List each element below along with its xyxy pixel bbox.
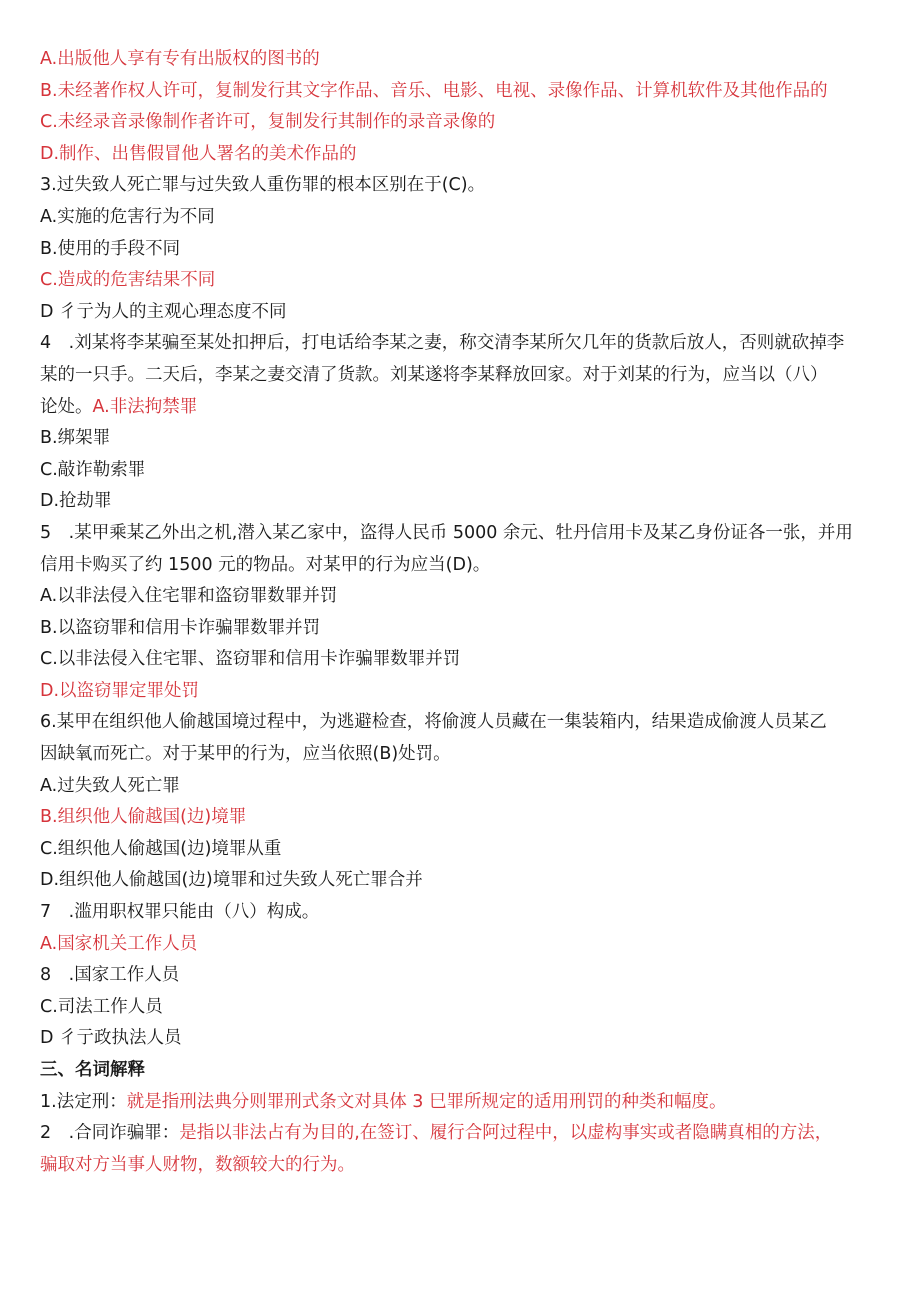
q3-option-d: D 彳亍为人的主观心理态度不同 (40, 301, 287, 322)
q2-option-b: B.未经著作权人许可，复制发行其文字作品、音乐、电影、电视、录像作品、计算机软件及其他作品的 (40, 80, 828, 101)
term-2-label: 2 .合同诈骗罪： (40, 1123, 180, 1144)
q7-option-d: D 彳亍政执法人员 (40, 1028, 182, 1049)
q5-option-b: B.以盗窃罪和信用卡诈骗罪数罪并罚 (40, 617, 321, 638)
q3-option-c: C.造成的危害结果不同 (40, 270, 216, 291)
q3-option-b: B.使用的手段不同 (40, 238, 181, 259)
term-2-line-1 (40, 1118, 890, 1150)
q4-option-b: B.绑架罪 (40, 428, 111, 449)
q6-option-d: D.组织他人偷越国(边)境罪和过失致人死亡罪合并 (40, 870, 423, 891)
term-1 (40, 1087, 890, 1119)
q7-option-c: C.司法工作人员 (40, 996, 163, 1017)
q6-stem-line-1: 6.某甲在组织他人偷越国境过程中，为逃避检查，将偷渡人员藏在一集装箱内，结果造成偷渡人员某乙 (40, 712, 827, 733)
q4-stem-line-1: 4 .刘某将李某骗至某处扣押后，打电话给李某之妻，称交清李某所欠几年的货款后放人，否则就砍掉李 (40, 333, 845, 354)
q4-option-c: C.敲诈勒索罪 (40, 459, 146, 480)
q6-option-c: C.组织他人偷越国(边)境罪从重 (40, 838, 282, 859)
term-2-definition-part-2: 骗取对方当事人财物，数额较大的行为。 (40, 1154, 355, 1175)
q4-stem-tail: 论处。 (40, 396, 93, 417)
q4-option-d: D.抢劫罪 (40, 491, 112, 512)
q6-stem-line-2: 因缺氧而死亡。对于某甲的行为，应当依照(B)处罚。 (40, 744, 451, 765)
q3-stem: 3.过失致人死亡罪与过失致人重伤罪的根本区别在于(C)。 (40, 175, 486, 196)
q6-option-a: A.过失致人死亡罪 (40, 775, 180, 796)
q3-option-a: A.实施的危害行为不同 (40, 206, 215, 227)
q2-option-d: D.制作、出售假冒他人署名的美术作品的 (40, 143, 357, 164)
q5-stem-line-1: 5 .某甲乘某乙外出之机,潜入某乙家中，盗得人民币 5000 余元、牡丹信用卡及某乙身份证各一张，并用 (40, 522, 853, 543)
q7-option-b: 8 .国家工作人员 (40, 965, 180, 986)
q4-stem-line-3 (40, 392, 890, 424)
q5-option-d: D.以盗窃罪定罪处罚 (40, 680, 200, 701)
term-2-definition-part-1: 是指以非法占有为目的,在签订、履行合阿过程中，以虚构事实或者隐瞒真相的方法， (179, 1123, 833, 1144)
q7-option-a: A.国家机关工作人员 (40, 933, 198, 954)
q7-stem: 7 .滥用职权罪只能由（八）构成。 (40, 902, 320, 923)
term-1-label: 1.法定刑： (40, 1091, 127, 1112)
q4-stem-line-2: 某的一只手。二天后，李某之妻交清了货款。刘某遂将李某释放回家。对于刘某的行为，应当以（八） (40, 364, 828, 385)
document-page (40, 44, 890, 1181)
q4-option-a: A.非法拘禁罪 (92, 396, 198, 417)
q5-option-c: C.以非法侵入住宅罪、盗窃罪和信用卡诈骗罪数罪并罚 (40, 649, 461, 670)
q5-stem-line-2: 信用卡购买了约 1500 元的物品。对某甲的行为应当(D)。 (40, 554, 491, 575)
section-heading-terms: 三、名词解释 (40, 1060, 145, 1080)
q2-option-a: A.出版他人享有专有出版权的图书的 (40, 49, 320, 69)
q2-option-c: C.未经录音录像制作者许可，复制发行其制作的录音录像的 (40, 112, 496, 133)
q6-option-b: B.组织他人偷越国(边)境罪 (40, 807, 247, 828)
term-1-definition: 就是指刑法典分则罪刑式条文对具体 3 巳罪所规定的适用刑罚的种类和幅度。 (126, 1091, 727, 1112)
q5-option-a: A.以非法侵入住宅罪和盗窃罪数罪并罚 (40, 586, 338, 607)
